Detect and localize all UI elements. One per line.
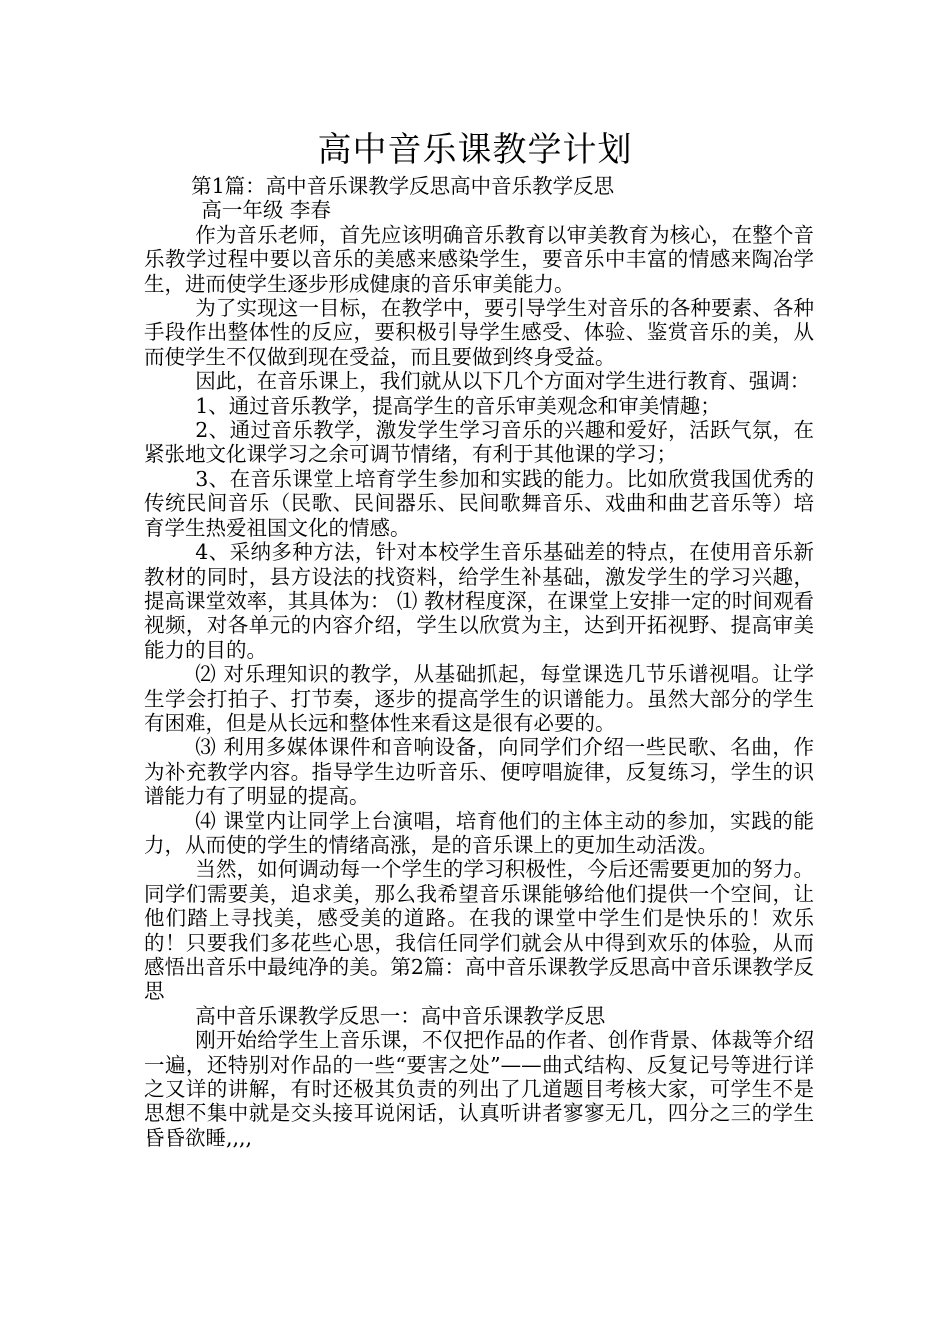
paragraph: 刚开始给学生上音乐课，不仅把作品的作者、创作背景、体裁等介绍一遍，还特别对作品的一些“要害之处”——曲式结构、反复记号等进行详之又详的讲解，有时还极其负责的列出了几道题目考核大家，可学生不是思想不集中就是交头接耳说闲话，认真听讲者寥寥无几，四分之三的学生昏昏欲睡,,,, <box>144 1028 814 1150</box>
document-title: 高中音乐课教学计划 <box>317 130 633 170</box>
paragraph: 高一年级 李春 <box>201 198 331 223</box>
paragraph: ⑷ 课堂内让同学上台演唱，培育他们的主体主动的参加，实践的能力，从而使的学生的情绪高涨，是的音乐课上的更加生动活泼。 <box>144 808 814 857</box>
paragraph: 为了实现这一目标，在教学中，要引导学生对音乐的各种要素、各种手段作出整体性的反应，要积极引导学生感受、体验、鉴赏音乐的美，从而使学生不仅做到现在受益，而且要做到终身受益。 <box>144 296 814 369</box>
paragraph: 4、采纳多种方法，针对本校学生音乐基础差的特点，在使用音乐新教材的同时，县方设法的找资料，给学生补基础，激发学生的学习兴趣，提高课堂效率，其具体为： ⑴ 教材程度深，在课堂上安排一定的时间观看视频，对各单元的内容介绍，学生以欣赏为主，达到开拓视野、提高审美能力的目的。 <box>144 540 814 662</box>
document-body <box>144 174 814 1150</box>
paragraph: 2、通过音乐教学，激发学生学习音乐的兴趣和爱好，活跃气氛，在紧张地文化课学习之余可调节情绪，有利于其他课的学习； <box>144 418 814 467</box>
paragraph: ⑶ 利用多媒体课件和音响设备，向同学们介绍一些民歌、名曲，作为补充教学内容。指导学生边听音乐、便哼唱旋律，反复练习，学生的识谱能力有了明显的提高。 <box>144 735 814 809</box>
paragraph: 作为音乐老师，首先应该明确音乐教育以审美教育为核心，在整个音乐教学过程中要以音乐的美感来感染学生，要音乐中丰富的情感来陶冶学生，进而使学生逐步形成健康的音乐审美能力。 <box>144 222 814 296</box>
paragraph: 高中音乐课教学反思一：高中音乐课教学反思 <box>195 1003 606 1028</box>
paragraph: 当然，如何调动每一个学生的学习积极性，今后还需要更加的努力。同学们需要美，追求美，那么我希望音乐课能够给他们提供一个空间，让他们踏上寻找美，感受美的道路。在我的课堂中学生们是快乐的！欢乐的！只要我们多花些心思，我信任同学们就会从中得到欢乐的体验，从而感悟出音乐中最纯净的美。第2篇：高中音乐课教学反思高中音乐课教学反思 <box>144 857 814 1004</box>
paragraph: 1、通过音乐教学，提高学生的音乐审美观念和审美情趣； <box>195 393 721 418</box>
paragraph: 3、在音乐课堂上培育学生参加和实践的能力。比如欣赏我国优秀的传统民间音乐（民歌、民间器乐、民间歌舞音乐、戏曲和曲艺音乐等）培育学生热爱祖国文化的情感。 <box>144 466 814 540</box>
paragraph: ⑵ 对乐理知识的教学，从基础抓起，每堂课选几节乐谱视唱。让学生学会打拍子、打节奏，逐步的提高学生的识谱能力。虽然大部分的学生有困难，但是从长远和整体性来看这是很有必要的。 <box>144 662 814 735</box>
paragraph: 第1篇：高中音乐课教学反思高中音乐教学反思 <box>191 174 615 198</box>
paragraph: 因此，在音乐课上，我们就从以下几个方面对学生进行教育、强调： <box>195 369 811 394</box>
